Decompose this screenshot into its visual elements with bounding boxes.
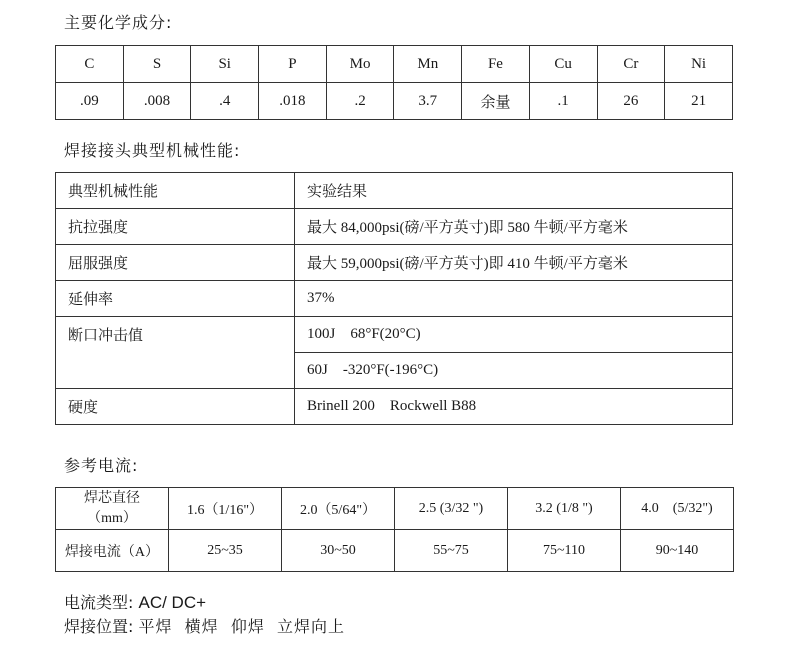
composition-value-row [56, 83, 733, 120]
current-heading: 参考电流: [64, 456, 139, 475]
element-fe: Fe [462, 46, 530, 83]
impact-value-2: 60J -320°F(-196°C) [295, 353, 733, 389]
value-s: .008 [123, 83, 191, 120]
welding-position-line [64, 614, 345, 637]
diameter-4: 3.2 (1/8 ") [508, 488, 621, 530]
property-header-label: 典型机械性能 [56, 173, 295, 209]
properties-heading: 焊接接头典型机械性能: [64, 141, 241, 160]
current-table [55, 487, 734, 572]
current-4: 75~110 [508, 530, 621, 572]
diameter-1: 1.6（1/16"） [169, 488, 282, 530]
composition-heading: 主要化学成分: [64, 13, 173, 32]
diameter-5: 4.0 (5/32") [621, 488, 734, 530]
diameter-2: 2.0（5/64"） [282, 488, 395, 530]
tensile-value: 最大 84,000psi(磅/平方英寸)即 580 牛顿/平方毫米 [295, 209, 733, 245]
current-5: 90~140 [621, 530, 734, 572]
impact-label: 断口冲击值 [56, 317, 295, 389]
element-cu: Cu [529, 46, 597, 83]
elongation-row [56, 281, 733, 317]
welding-position-label: 焊接位置: [64, 617, 134, 636]
element-mo: Mo [326, 46, 394, 83]
current-type-value: AC/ DC+ [138, 593, 207, 612]
diameter-3: 2.5 (3/32 ") [395, 488, 508, 530]
value-mn: 3.7 [394, 83, 462, 120]
properties-table [55, 172, 733, 425]
element-mn: Mn [394, 46, 462, 83]
element-s: S [123, 46, 191, 83]
value-si: .4 [191, 83, 259, 120]
yield-label: 屈服强度 [56, 245, 295, 281]
value-mo: .2 [326, 83, 394, 120]
value-cr: 26 [597, 83, 665, 120]
hardness-value: Brinell 200 Rockwell B88 [295, 389, 733, 425]
yield-row [56, 245, 733, 281]
composition-table [55, 45, 733, 120]
element-si: Si [191, 46, 259, 83]
impact-row [56, 317, 733, 353]
elongation-value: 37% [295, 281, 733, 317]
diameter-label-line1: 焊芯直径 [84, 490, 140, 506]
elongation-label: 延伸率 [56, 281, 295, 317]
impact-value-1: 100J 68°F(20°C) [295, 317, 733, 353]
current-label: 焊接电流（A） [56, 530, 169, 572]
current-3: 55~75 [395, 530, 508, 572]
element-c: C [56, 46, 124, 83]
tensile-row [56, 209, 733, 245]
hardness-label: 硬度 [56, 389, 295, 425]
value-ni: 21 [665, 83, 733, 120]
current-type-label: 电流类型: [64, 593, 134, 612]
diameter-label [56, 488, 169, 530]
value-fe: 余量 [462, 83, 530, 120]
element-p: P [259, 46, 327, 83]
diameter-label-line2: （mm） [87, 510, 137, 526]
element-ni: Ni [665, 46, 733, 83]
composition-element-row [56, 46, 733, 83]
current-row [56, 530, 734, 572]
current-2: 30~50 [282, 530, 395, 572]
current-1: 25~35 [169, 530, 282, 572]
welding-position-value: 平焊 横焊 仰焊 立焊向上 [138, 617, 346, 636]
result-header-label: 实验结果 [295, 173, 733, 209]
current-type-line [64, 590, 206, 613]
tensile-label: 抗拉强度 [56, 209, 295, 245]
properties-header-row [56, 173, 733, 209]
value-p: .018 [259, 83, 327, 120]
yield-value: 最大 59,000psi(磅/平方英寸)即 410 牛顿/平方毫米 [295, 245, 733, 281]
element-cr: Cr [597, 46, 665, 83]
value-c: .09 [56, 83, 124, 120]
hardness-row [56, 389, 733, 425]
diameter-row [56, 488, 734, 530]
value-cu: .1 [529, 83, 597, 120]
